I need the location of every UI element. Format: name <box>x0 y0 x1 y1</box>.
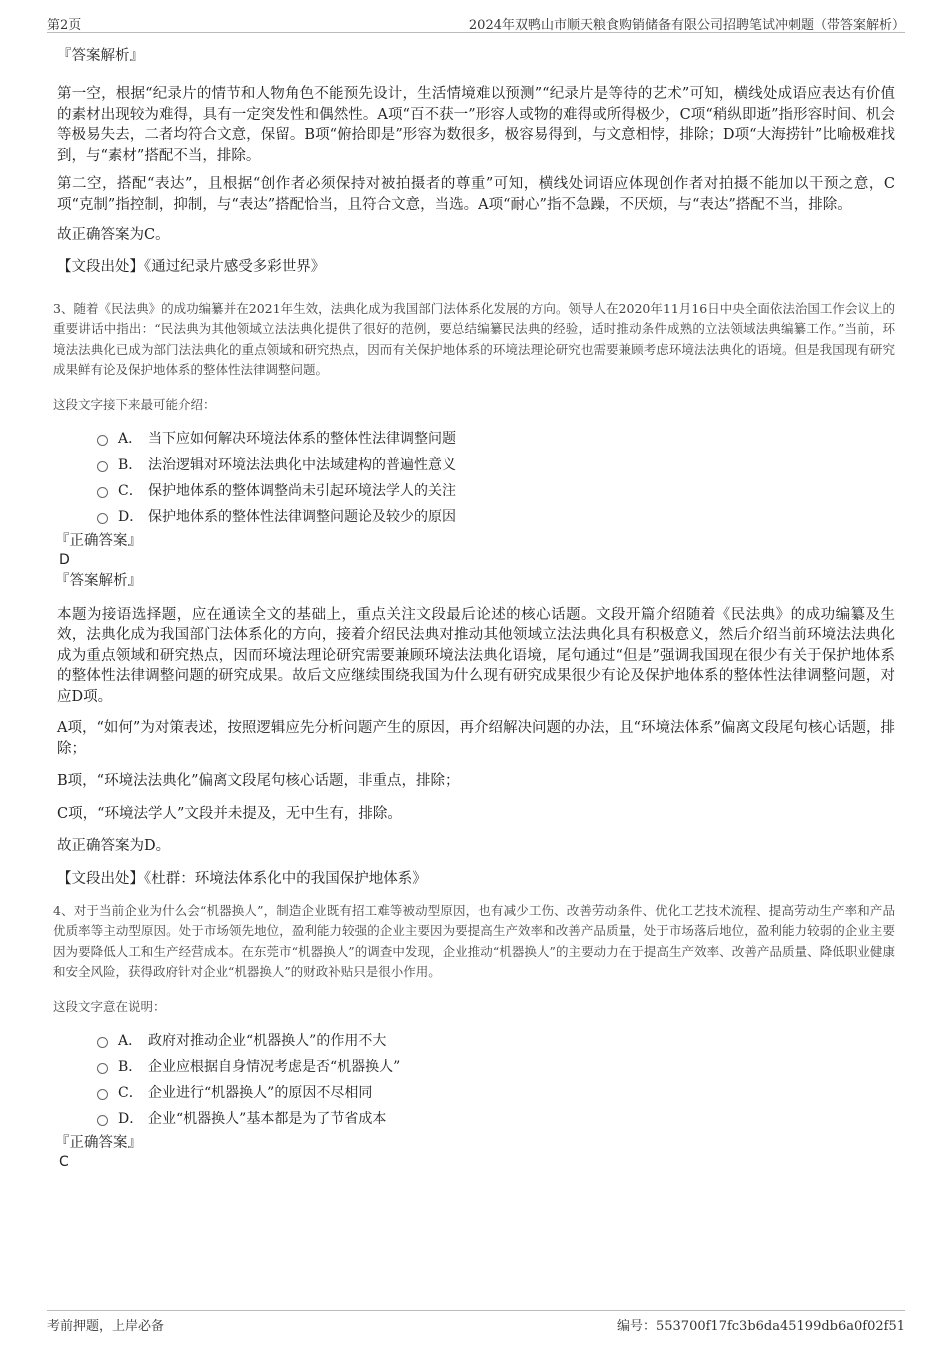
q2-source-text: 《通过纪录片感受多彩世界》 <box>144 258 326 275</box>
document-title: 2024年双鸭山市顺天粮食购销储备有限公司招聘笔试冲刺题（带答案解析） <box>468 18 905 33</box>
q2-analysis-para2: 第二空，搭配“表达”，且根据“创作者必须保持对被拍摄者的尊重”可知，横线处词语应体现创作者对拍摄不能加以干预之意，C项“克制”指控制，抑制，与“表达”搭配恰当，且符合文意，当选。A项“耐心”指不急躁，不厌烦，与“表达”搭配不当，排除。 <box>57 176 895 213</box>
q3-analysis-para4: C项，“环境法学人”文段并未提及，无中生有，排除。 <box>57 805 402 822</box>
q3-analysis-para3: B项，“环境法法典化”偏离文段尾句核心话题，非重点，排除； <box>57 773 460 789</box>
q2-analysis-label: 『答案解析』 <box>57 48 144 64</box>
radio-icon[interactable] <box>97 1089 108 1100</box>
footer-slogan: 考前押题，上岸必备 <box>47 1319 165 1334</box>
q2-source-label: 【文段出处】 <box>57 258 144 275</box>
q3-analysis-para2: A项，“如何”为对策表述，按照逻辑应先分析问题产生的原因，再介绍解决问题的办法，且“环境法体系”偏离文段尾句核心话题，排除； <box>57 720 895 757</box>
page-content <box>53 44 895 1171</box>
radio-icon[interactable] <box>97 1063 108 1074</box>
q4-prompt: 这段文字意在说明： <box>53 998 166 1014</box>
page-header <box>47 12 905 33</box>
q4-option-a[interactable]: A． 政府对推动企业“机器换人”的作用不大 <box>97 1031 895 1051</box>
q2-source <box>57 257 895 277</box>
q3-analysis-para1: 本题为接语选择题，应在通读全文的基础上，重点关注文段最后论述的核心话题。文段开篇介绍随着《民法典》的成功编纂及生效，法典化成为我国部门法体系化的方向，接着介绍民法典对推动其他领域立法法典化具有积极意义，然后介绍当前环境法法典化成为重点领域和研究热点，因而环境法理论研究需要兼顾环境法法典化语境，尾句通过“但是”强调我国现在很少有关于保护地体系的整体性法律调整问题的研究成果。故后文应继续围绕我国为什么现有研究成果很少有论及保护地体系的整体性法律调整问题，对应D项。 <box>57 606 895 705</box>
radio-icon[interactable] <box>97 1037 108 1048</box>
q3-source-label: 【文段出处】 <box>57 870 144 887</box>
q3-conclusion: 故正确答案为D。 <box>57 838 171 854</box>
q4-answer-label: 『正确答案』 <box>55 1134 142 1151</box>
q4-option-b[interactable]: B． 企业应根据自身情况考虑是否“机器换人” <box>97 1057 895 1077</box>
q3-prompt: 这段文字接下来最可能介绍： <box>53 396 216 412</box>
radio-icon[interactable] <box>97 435 108 446</box>
q4-answer: C <box>59 1153 69 1170</box>
q2-analysis-para1: 第一空，根据“纪录片的情节和人物角色不能预先设计，生活情境难以预测”“纪录片是等待的艺术”可知，横线处成语应表达有价值的素材出现较为难得，具有一定突发性和偶然性。A项“百不获一”形容人或物的难得或所得极少，C项“稍纵即逝”指形容时间、机会等极易失去，二者均符合文意，保留。B项“俯拾即是”形容为数很多，极容易得到，与文意相悖，排除；D项“大海捞针”比喻极难找到，与“素材”搭配不当，排除。 <box>57 86 895 164</box>
page-footer <box>47 1310 905 1335</box>
q3-option-c[interactable]: C． 保护地体系的整体调整尚未引起环境法学人的关注 <box>97 481 895 501</box>
q3-analysis-label: 『答案解析』 <box>55 572 142 589</box>
document-id: 编号：553700f17fc3b6da45199db6a0f02f51 <box>616 1319 905 1334</box>
q3-question-text: 3、随着《民法典》的成功编纂并在2021年生效，法典化成为我国部门法体系化发展的方向。领导人在2020年11月16日中央全面依法治国工作会议上的重要讲话中指出：“民法典为其他领域立法法典化提供了很好的范例，要总结编纂民法典的经验，适时推动条件成熟的立法领域法典编纂工作。”当前，环境法法典化已成为部门法法典化的重点领域和研究热点，因而有关保护地体系的环境法理论研究也需要兼顾考虑环境法法典化的语境。但是我国现有研究成果鲜有论及保护地体系的整体性法律调整问题。 <box>53 300 895 377</box>
q3-options <box>57 429 895 527</box>
q4-option-d[interactable]: D． 企业“机器换人”基本都是为了节省成本 <box>97 1109 895 1129</box>
q4-option-c[interactable]: C． 企业进行“机器换人”的原因不尽相同 <box>97 1083 895 1103</box>
radio-icon[interactable] <box>97 487 108 498</box>
q3-answer-label: 『正确答案』 <box>55 532 142 549</box>
q3-option-a[interactable]: A． 当下应如何解决环境法体系的整体性法律调整问题 <box>97 429 895 449</box>
q3-option-d[interactable]: D． 保护地体系的整体性法律调整问题论及较少的原因 <box>97 507 895 527</box>
q3-answer: D <box>59 551 70 568</box>
radio-icon[interactable] <box>97 461 108 472</box>
radio-icon[interactable] <box>97 513 108 524</box>
radio-icon[interactable] <box>97 1115 108 1126</box>
page-number: 第2页 <box>47 18 82 33</box>
q2-conclusion: 故正确答案为C。 <box>57 227 170 243</box>
q3-source-text: 《杜群：环境法体系化中的我国保护地体系》 <box>144 870 427 887</box>
q3-option-b[interactable]: B． 法治逻辑对环境法法典化中法域建构的普遍性意义 <box>97 455 895 475</box>
q3-source <box>57 869 895 889</box>
q4-question-text: 4、对于当前企业为什么会“机器换人”，制造企业既有招工难等被动型原因，也有减少工伤、改善劳动条件、优化工艺技术流程、提高劳动生产率和产品优质率等主动型原因。处于市场领先地位，盈利能力较强的企业主要因为要提高生产效率和改善产品质量，处于市场落后地位，盈利能力较弱的企业主要因为要降低人工和生产经营成本。在东莞市“机器换人”的调查中发现，企业推动“机器换人”的主要动力在于提高生产效率、改善产品质量、降低职业健康和安全风险，获得政府针对企业“机器换人”的财政补贴只是很小作用。 <box>53 902 895 979</box>
q4-options <box>57 1031 895 1129</box>
